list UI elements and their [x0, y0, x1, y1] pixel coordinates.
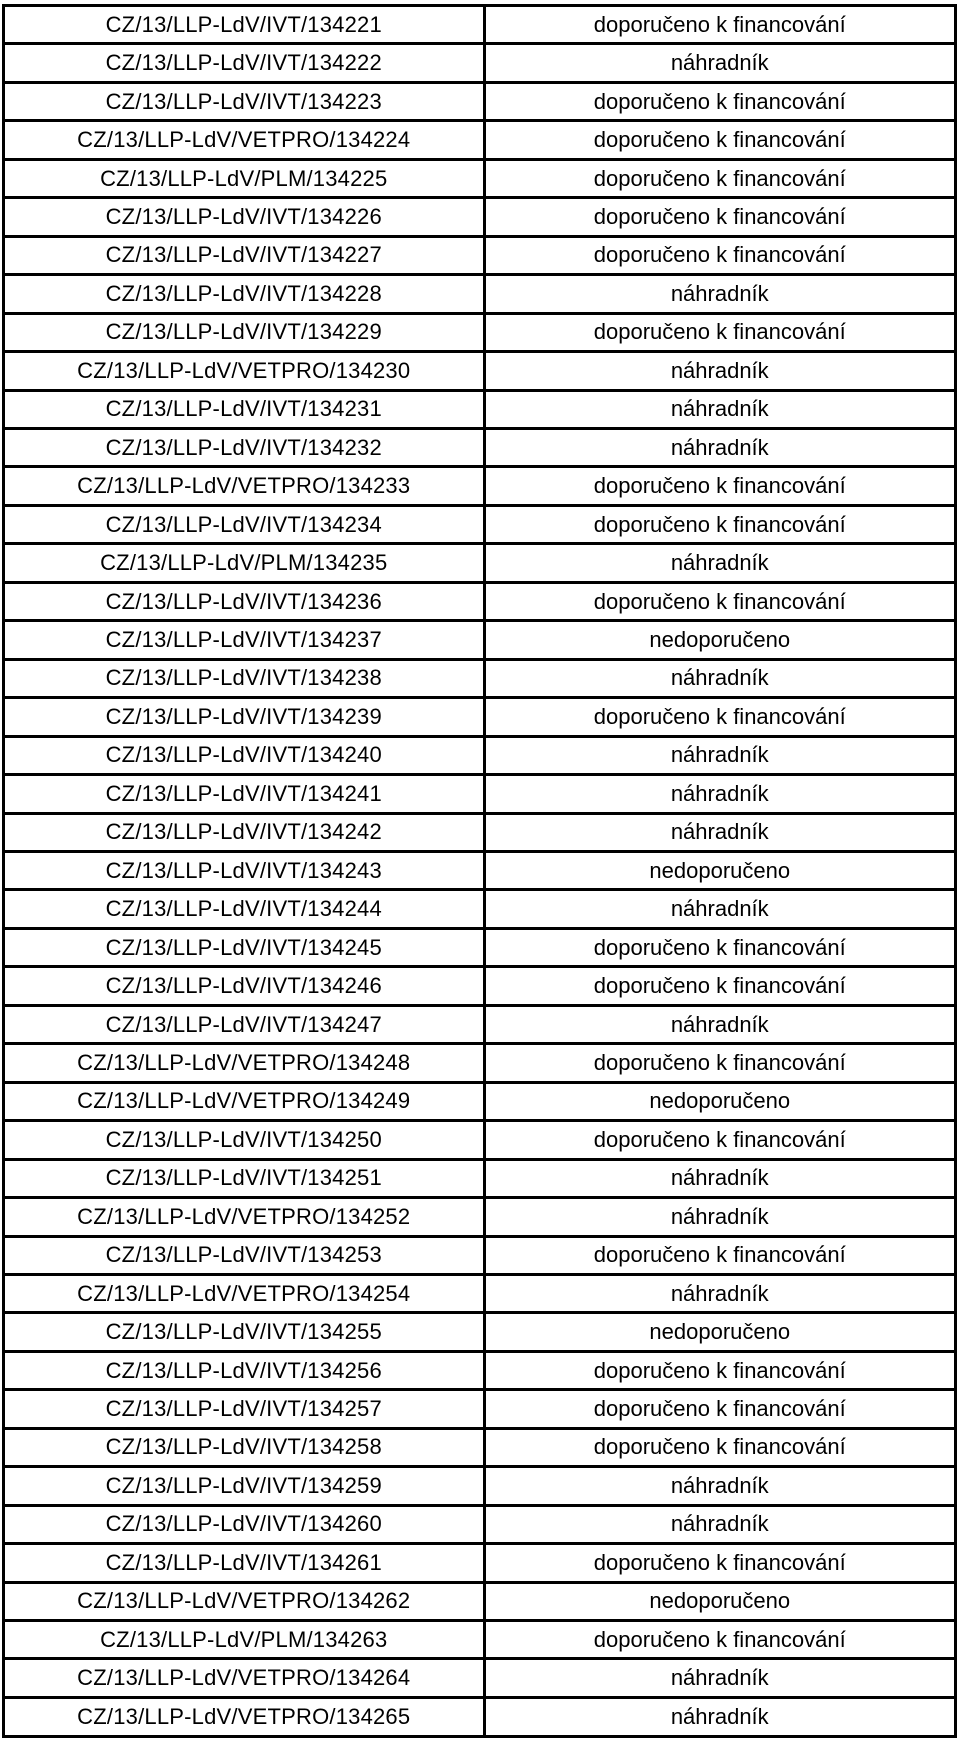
project-code-cell: CZ/13/LLP-LdV/IVT/134231	[5, 390, 484, 428]
project-status-cell: náhradník	[484, 544, 954, 582]
table-row	[5, 467, 954, 505]
project-status-cell: náhradník	[484, 352, 954, 390]
project-code-cell: CZ/13/LLP-LdV/IVT/134246	[5, 967, 484, 1005]
project-code-cell: CZ/13/LLP-LdV/IVT/134244	[5, 890, 484, 928]
project-status-cell: doporučeno k financování	[484, 1621, 954, 1659]
table-row	[5, 1005, 954, 1043]
table-row	[5, 1505, 954, 1543]
project-status-cell: nedoporučeno	[484, 1082, 954, 1120]
project-code-cell: CZ/13/LLP-LdV/IVT/134240	[5, 736, 484, 774]
project-status-cell: náhradník	[484, 890, 954, 928]
table-row	[5, 621, 954, 659]
table-row	[5, 121, 954, 159]
project-code-cell: CZ/13/LLP-LdV/IVT/134242	[5, 813, 484, 851]
table-row	[5, 82, 954, 120]
project-code-cell: CZ/13/LLP-LdV/IVT/134239	[5, 698, 484, 736]
project-code-cell: CZ/13/LLP-LdV/IVT/134241	[5, 775, 484, 813]
project-status-cell: náhradník	[484, 775, 954, 813]
project-code-cell: CZ/13/LLP-LdV/IVT/134238	[5, 659, 484, 697]
results-table-body	[5, 7, 954, 1735]
table-row	[5, 159, 954, 197]
project-code-cell: CZ/13/LLP-LdV/IVT/134255	[5, 1313, 484, 1351]
table-row	[5, 967, 954, 1005]
project-status-cell: doporučeno k financování	[484, 505, 954, 543]
project-status-cell: náhradník	[484, 428, 954, 466]
project-status-cell: náhradník	[484, 1505, 954, 1543]
project-code-cell: CZ/13/LLP-LdV/VETPRO/134224	[5, 121, 484, 159]
table-row	[5, 198, 954, 236]
project-status-cell: náhradník	[484, 1659, 954, 1697]
project-status-cell: náhradník	[484, 1005, 954, 1043]
project-status-cell: náhradník	[484, 1467, 954, 1505]
table-row	[5, 1198, 954, 1236]
project-code-cell: CZ/13/LLP-LdV/VETPRO/134230	[5, 352, 484, 390]
table-row	[5, 1313, 954, 1351]
project-status-cell: nedoporučeno	[484, 621, 954, 659]
project-status-cell: nedoporučeno	[484, 1313, 954, 1351]
table-row	[5, 1621, 954, 1659]
results-table	[5, 7, 954, 1735]
project-code-cell: CZ/13/LLP-LdV/IVT/134258	[5, 1428, 484, 1466]
project-status-cell: náhradník	[484, 44, 954, 82]
table-row	[5, 1467, 954, 1505]
project-status-cell: doporučeno k financování	[484, 1236, 954, 1274]
project-code-cell: CZ/13/LLP-LdV/IVT/134257	[5, 1390, 484, 1428]
project-code-cell: CZ/13/LLP-LdV/IVT/134245	[5, 928, 484, 966]
table-row	[5, 352, 954, 390]
table-row	[5, 1082, 954, 1120]
project-status-cell: doporučeno k financování	[484, 313, 954, 351]
project-code-cell: CZ/13/LLP-LdV/VETPRO/134254	[5, 1274, 484, 1312]
table-row	[5, 1659, 954, 1697]
project-status-cell: doporučeno k financování	[484, 698, 954, 736]
table-row	[5, 698, 954, 736]
table-row	[5, 890, 954, 928]
table-row	[5, 544, 954, 582]
project-status-cell: náhradník	[484, 1159, 954, 1197]
project-code-cell: CZ/13/LLP-LdV/IVT/134234	[5, 505, 484, 543]
project-code-cell: CZ/13/LLP-LdV/IVT/134260	[5, 1505, 484, 1543]
project-status-cell: náhradník	[484, 813, 954, 851]
project-code-cell: CZ/13/LLP-LdV/IVT/134226	[5, 198, 484, 236]
project-code-cell: CZ/13/LLP-LdV/VETPRO/134248	[5, 1044, 484, 1082]
table-row	[5, 813, 954, 851]
table-row	[5, 1274, 954, 1312]
table-row	[5, 851, 954, 889]
project-status-cell: doporučeno k financování	[484, 1428, 954, 1466]
table-row	[5, 1044, 954, 1082]
project-code-cell: CZ/13/LLP-LdV/IVT/134222	[5, 44, 484, 82]
project-status-cell: doporučeno k financování	[484, 928, 954, 966]
table-row	[5, 582, 954, 620]
table-row	[5, 428, 954, 466]
results-table-frame	[2, 4, 957, 1738]
table-row	[5, 1582, 954, 1620]
project-status-cell: doporučeno k financování	[484, 236, 954, 274]
project-status-cell: náhradník	[484, 1198, 954, 1236]
project-code-cell: CZ/13/LLP-LdV/PLM/134235	[5, 544, 484, 582]
project-code-cell: CZ/13/LLP-LdV/PLM/134225	[5, 159, 484, 197]
table-row	[5, 775, 954, 813]
table-row	[5, 1159, 954, 1197]
table-row	[5, 736, 954, 774]
project-code-cell: CZ/13/LLP-LdV/VETPRO/134249	[5, 1082, 484, 1120]
project-code-cell: CZ/13/LLP-LdV/IVT/134227	[5, 236, 484, 274]
project-code-cell: CZ/13/LLP-LdV/IVT/134253	[5, 1236, 484, 1274]
project-status-cell: náhradník	[670, 1703, 769, 1729]
project-status-cell: doporučeno k financování	[484, 159, 954, 197]
project-code-cell: CZ/13/LLP-LdV/PLM/134263	[5, 1621, 484, 1659]
project-code-cell: CZ/13/LLP-LdV/IVT/134221	[5, 7, 484, 44]
table-row	[5, 390, 954, 428]
table-row	[5, 236, 954, 274]
project-status-cell: doporučeno k financování	[484, 7, 954, 44]
table-row	[5, 44, 954, 82]
project-code-cell: CZ/13/LLP-LdV/VETPRO/134264	[5, 1659, 484, 1697]
project-status-cell: doporučeno k financování	[484, 1351, 954, 1389]
project-status-cell: náhradník	[484, 736, 954, 774]
project-code-cell: CZ/13/LLP-LdV/IVT/134259	[5, 1467, 484, 1505]
project-code-cell: CZ/13/LLP-LdV/VETPRO/134252	[5, 1198, 484, 1236]
project-status-cell: doporučeno k financování	[484, 967, 954, 1005]
project-code-cell: CZ/13/LLP-LdV/IVT/134251	[5, 1159, 484, 1197]
project-status-cell: náhradník	[484, 659, 954, 697]
project-status-cell: doporučeno k financování	[484, 121, 954, 159]
project-code-cell: CZ/13/LLP-LdV/IVT/134228	[5, 275, 484, 313]
table-row	[5, 505, 954, 543]
project-status-cell: nedoporučeno	[484, 1582, 954, 1620]
project-status-cell: nedoporučeno	[484, 851, 954, 889]
project-code-cell: CZ/13/LLP-LdV/IVT/134261	[5, 1544, 484, 1582]
project-code-cell: CZ/13/LLP-LdV/IVT/134243	[5, 851, 484, 889]
project-status-cell: náhradník	[484, 275, 954, 313]
project-status-cell: doporučeno k financování	[484, 1044, 954, 1082]
project-status-cell: doporučeno k financování	[484, 1544, 954, 1582]
table-row	[5, 313, 954, 351]
project-code-cell: CZ/13/LLP-LdV/VETPRO/134262	[5, 1582, 484, 1620]
table-row	[5, 1236, 954, 1274]
table-row	[5, 1697, 954, 1735]
project-status-cell: doporučeno k financování	[484, 467, 954, 505]
project-status-cell: doporučeno k financování	[484, 198, 954, 236]
project-status-cell: doporučeno k financování	[484, 82, 954, 120]
project-status-cell: doporučeno k financování	[484, 1390, 954, 1428]
project-status-cell: náhradník	[484, 1274, 954, 1312]
table-row	[5, 1428, 954, 1466]
project-code-cell: CZ/13/LLP-LdV/IVT/134237	[5, 621, 484, 659]
table-row	[5, 1351, 954, 1389]
table-row	[5, 659, 954, 697]
project-status-cell: doporučeno k financování	[484, 1121, 954, 1159]
table-row	[5, 275, 954, 313]
project-code-cell: CZ/13/LLP-LdV/IVT/134247	[5, 1005, 484, 1043]
project-code-cell: CZ/13/LLP-LdV/IVT/134250	[5, 1121, 484, 1159]
project-code-cell: CZ/13/LLP-LdV/IVT/134232	[5, 428, 484, 466]
project-code-cell: CZ/13/LLP-LdV/VETPRO/134265	[5, 1697, 484, 1735]
project-code-cell: CZ/13/LLP-LdV/IVT/134223	[5, 82, 484, 120]
project-status-cell: doporučeno k financování	[484, 582, 954, 620]
table-row	[5, 7, 954, 44]
table-row	[5, 1390, 954, 1428]
project-status-cell: náhradník	[484, 390, 954, 428]
project-code-cell: CZ/13/LLP-LdV/IVT/134256	[5, 1351, 484, 1389]
table-row	[5, 1544, 954, 1582]
table-row	[5, 928, 954, 966]
table-row	[5, 1121, 954, 1159]
project-code-cell: CZ/13/LLP-LdV/IVT/134229	[5, 313, 484, 351]
project-code-cell: CZ/13/LLP-LdV/IVT/134236	[5, 582, 484, 620]
project-code-cell: CZ/13/LLP-LdV/VETPRO/134233	[5, 467, 484, 505]
